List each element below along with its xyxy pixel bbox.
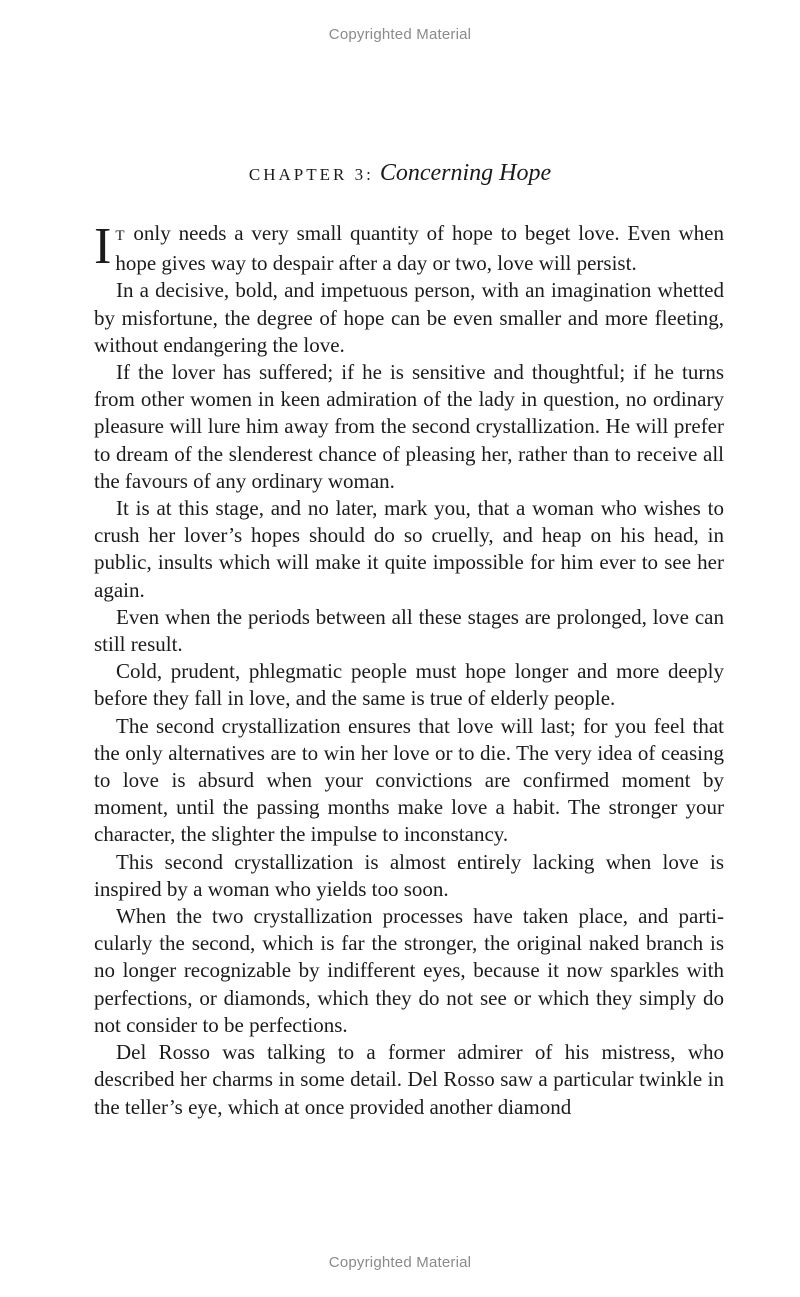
chapter-body [94, 220, 724, 1121]
paragraph-6: Cold, prudent, phlegmatic people must hope longer and more deeply before they fall in love, and the same is true of elderly people. [94, 659, 724, 711]
paragraph-1-text: only needs a very small quantity of hope to beget love. Even when hope gives way to despair after a day or two, love will persist. [115, 221, 724, 276]
copyright-watermark-top: Copyrighted Material [328, 26, 472, 43]
chapter-heading [0, 160, 800, 187]
paragraph-4: It is at this stage, and no later, mark you, that a woman who wishes to crush her lover’s hopes should do so cruelly, and heap on his head, in public, insults which will make it quite impossible for him ever to see her again. [94, 496, 724, 602]
paragraph-1 [94, 220, 724, 277]
copyright-watermark-bottom: Copyrighted Material [328, 1254, 472, 1271]
paragraph-5: Even when the periods between all these stages are prolonged, love can still result. [94, 604, 724, 657]
paragraph-9: When the two crystallization processes have taken place, and particularly the second, which is far the stronger, the original naked branch is no longer recognizable by indifferent eyes, because it now sparkles with perfections, or diamonds, which they do not see or which they simply do not consider to be perfections. [94, 904, 724, 1037]
paragraph-8: This second crystallization is almost entirely lacking when love is inspired by a woman who yields too soon. [94, 849, 724, 901]
chapter-title: Concerning Hope [379, 160, 552, 186]
paragraph-3: If the lover has suffered; if he is sensitive and thoughtful; if he turns from other women in keen admiration of the lady in question, no ordinary pleasure will lure him away from the second crystallization. He will prefer to dream of the slenderest chance of pleasing her, rather than to receive all the favours of any ordinary woman. [94, 360, 724, 493]
chapter-separator: : [366, 165, 374, 184]
paragraph-2: In a decisive, bold, and impetuous person, with an imagination whetted by misfortune, the degree of hope can be even smaller and more fleeting, without endangering the love. [94, 278, 724, 357]
drop-cap: I [94, 218, 112, 275]
chapter-label: CHAPTER 3 [248, 165, 367, 184]
paragraph-10: Del Rosso was talking to a former admirer of his mistress, who described her charms in some detail. Del Rosso saw a particular twinkle in the teller’s eye, which at once provided another diamond [94, 1040, 724, 1119]
small-caps-lead: T [115, 228, 126, 244]
paragraph-7: The second crystallization ensures that love will last; for you feel that the only alternatives are to win her love or to die. The very idea of ceasing to love is absurd when your convictions are confirmed moment by moment, until the passing months make love a habit. The stronger your character, the slighter the impulse to inconstancy. [94, 713, 724, 847]
